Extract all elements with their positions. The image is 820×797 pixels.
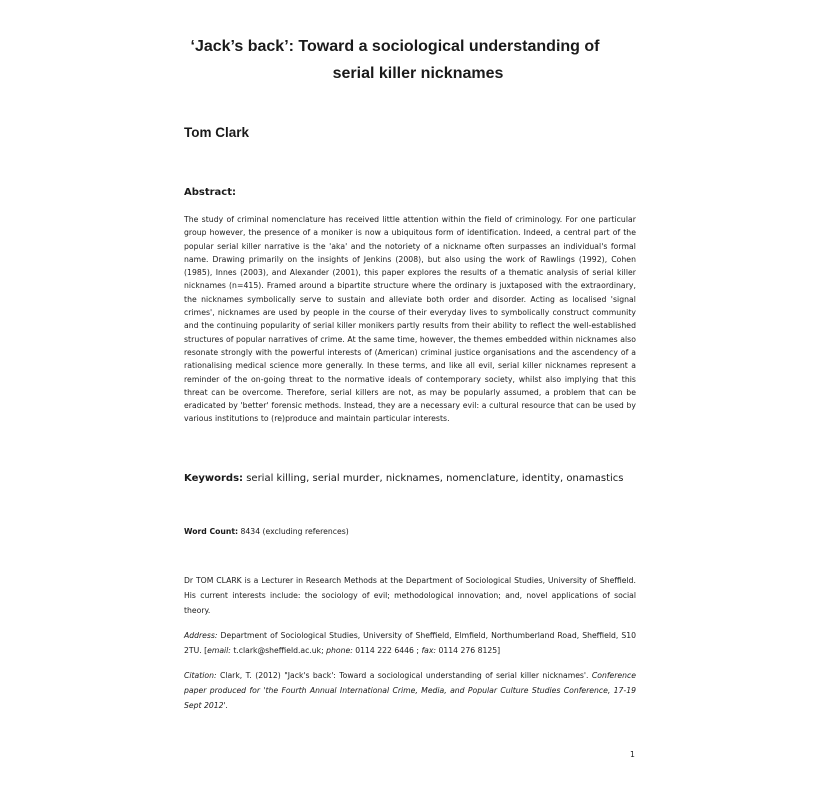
title-line-2: serial killer nicknames	[332, 65, 504, 82]
word-count-value: 8434 (excluding references)	[238, 527, 349, 536]
keywords-label: Keywords:	[184, 473, 244, 484]
fax-label: fax:	[421, 646, 436, 655]
address-text: Department of Sociological Studies, University of Sheffield, Elmfield, Northumberland Road, Sheffield, S10 2TU. [	[184, 631, 636, 655]
keywords-line	[184, 473, 654, 484]
author-name: Tom Clark	[184, 125, 250, 140]
abstract-heading: Abstract:	[184, 187, 237, 198]
phone-label: phone:	[326, 646, 353, 655]
abstract-body: The study of criminal nomenclature has received little attention within the field of criminology. For one particular group however, the presence of a moniker is now a ubiquitous form of identification. Indeed, a central part of the popular serial killer narrative is the 'aka' and the notoriety of a nickname often surpasses an individual's formal name. Drawing primarily on the insights of Jenkins (2008), but also using the work of Rawlings (1992), Cohen (1985), Innes (2003), and Alexander (2001), this paper explores the results of a thematic analysis of serial killer nicknames (n=415). Framed around a bipartite structure where the ordinary is juxtaposed with the extraordinary, the nicknames symbolically serve to sustain and alleviate both order and disorder. Acting as localised 'signal crimes', nicknames are used by people in the course of their everyday lives to symbolically construct community and the continuing popularity of serial killer monikers partly results from their ability to reflect the well-established structures of popular narratives of crime. At the same time, however, the themes embedded within nicknames also resonate strongly with the powerful interests of (American) criminal justice organisations and the ascendency of a rationalising medical science more generally. In these terms, and like all evil, serial killer nicknames represent a reminder of the on-going threat to the normative ideals of contemporary society, whilst also implying that this threat can be overcome. Therefore, serial killers are not, as may be popularly assumed, a problem that can be eradicated by 'better' forensic methods. Instead, they are a necessary evil: a cultural resource that can be used by various institutions to (re)produce and maintain particular interests.	[184, 215, 636, 424]
email-value: t.clark@sheffield.ac.uk;	[230, 646, 327, 655]
citation-block	[184, 668, 636, 713]
paper-title	[150, 33, 670, 87]
page-number: 1	[630, 750, 635, 759]
address-block	[184, 628, 636, 658]
word-count-line	[184, 527, 349, 536]
word-count-label: Word Count:	[184, 527, 239, 536]
citation-label: Citation:	[184, 671, 217, 680]
email-label: email:	[207, 646, 231, 655]
citation-text: Clark, T. (2012) "Jack's back': Toward a sociological understanding of serial killer nicknames'.	[216, 671, 592, 680]
fax-value: 0114 276 8125]	[436, 646, 501, 655]
title-line-1: ‘Jack’s back’: Toward a sociological understanding of	[190, 38, 600, 55]
citation-conference: Conference paper produced for 'the Fourth Annual International Crime, Media, and Popular Culture Studies Conference, 17-19 Sept 2012'.	[184, 671, 636, 710]
address-label: Address:	[184, 631, 218, 640]
phone-value: 0114 222 6446 ;	[352, 646, 422, 655]
keywords-text: serial killing, serial murder, nicknames, nomenclature, identity, onamastics	[243, 473, 624, 484]
author-bio: Dr TOM CLARK is a Lecturer in Research Methods at the Department of Sociological Studies, University of Sheffield. His current interests include: the sociology of evil; methodological innovation; and, novel applications of social theory.	[184, 576, 636, 615]
